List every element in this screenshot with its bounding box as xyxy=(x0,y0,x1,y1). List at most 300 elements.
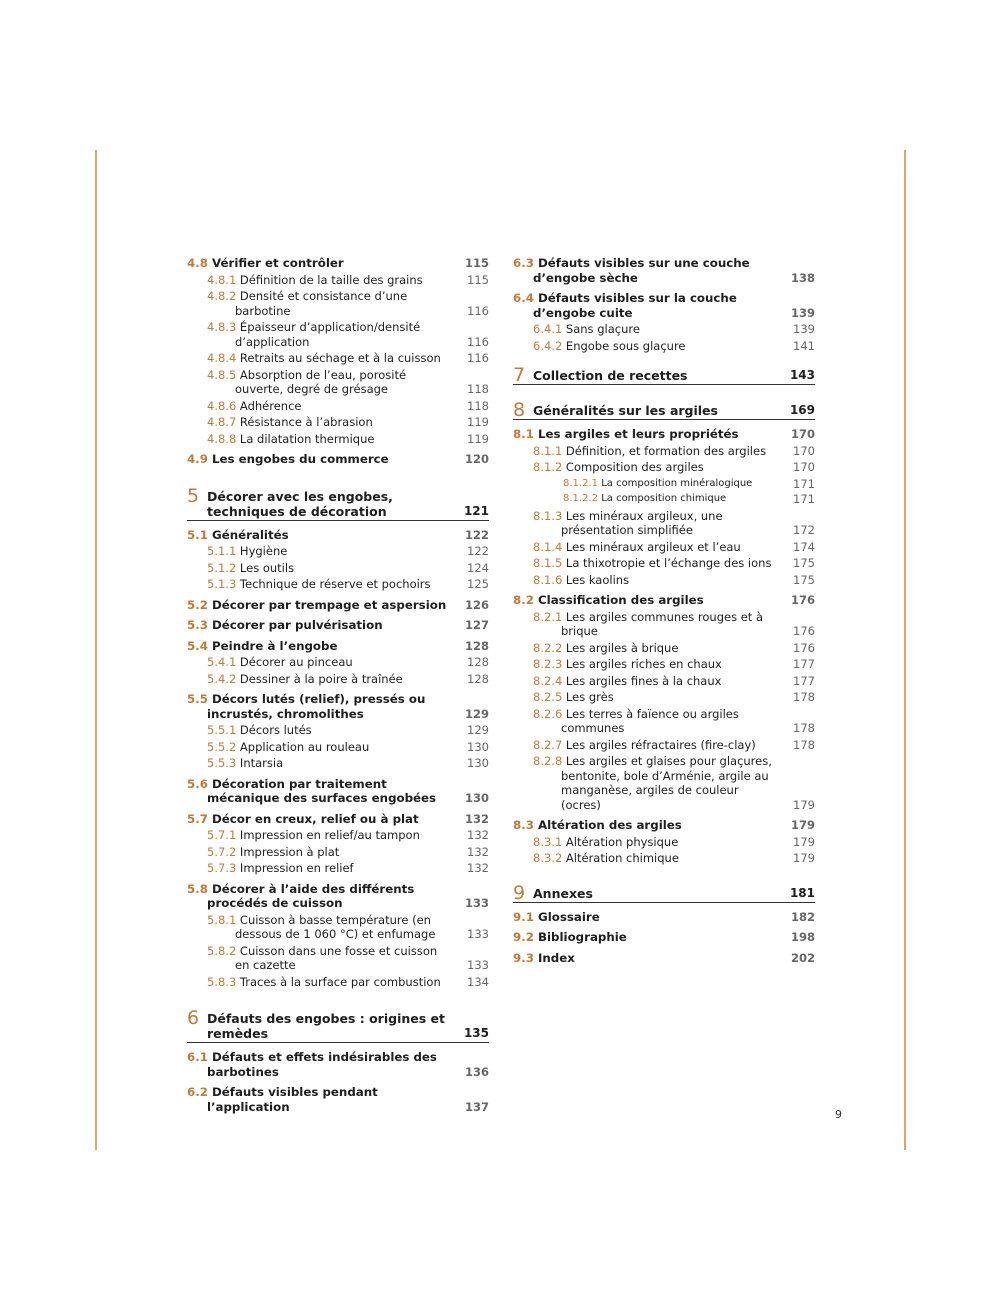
entry-page: 170 xyxy=(790,427,815,441)
entry-title: Les minéraux argileux et l’eau xyxy=(565,539,741,554)
entry-number: 4.8.4 xyxy=(207,351,237,365)
toc-entry xyxy=(513,851,815,866)
entry-number: 8.1.3 xyxy=(533,508,563,523)
entry-title: Décors lutés (relief), pressés ou incrustés, chromolithes xyxy=(207,692,426,721)
chapter-number: 9 xyxy=(513,881,526,904)
toc-entry xyxy=(513,707,815,736)
entry-title: Épaisseur d’application/densité d’application xyxy=(235,320,421,349)
entry-text xyxy=(533,460,815,475)
entry-number: 5.1 xyxy=(187,527,208,542)
entry-title: La dilatation thermique xyxy=(239,431,375,446)
toc-entry xyxy=(513,444,815,459)
entry-page: 133 xyxy=(467,927,489,941)
toc-column-left xyxy=(187,256,489,1114)
toc-entry xyxy=(187,975,489,990)
chapter-page: 121 xyxy=(463,503,489,518)
entry-page: 176 xyxy=(790,593,815,607)
entry-text xyxy=(533,556,815,571)
toc-entry xyxy=(187,415,489,430)
entry-page: 179 xyxy=(793,834,815,849)
toc-entry xyxy=(513,930,815,945)
entry-text xyxy=(187,256,489,271)
toc-entry xyxy=(513,477,815,492)
toc-entry xyxy=(187,1050,489,1079)
entry-page: 202 xyxy=(790,950,815,965)
entry-title: Les argiles riches en chaux xyxy=(565,657,722,671)
entry-number: 4.8.3 xyxy=(207,320,237,334)
entry-number: 8.2.2 xyxy=(533,640,563,655)
toc-entry xyxy=(187,756,489,771)
entry-title: Défauts visibles sur la couche d’engobe cuite xyxy=(533,291,737,320)
toc-entry xyxy=(187,399,489,414)
entry-text xyxy=(207,845,489,860)
entry-number: 8.2.6 xyxy=(533,706,563,721)
entry-page: 128 xyxy=(467,671,489,686)
entry-page: 134 xyxy=(467,974,489,989)
entry-number: 5.6 xyxy=(187,776,208,791)
entry-page: 179 xyxy=(793,797,815,812)
entry-number: 6.4.2 xyxy=(533,338,563,353)
entry-title: Défauts visibles pendant l’application xyxy=(207,1085,378,1114)
entry-page: 176 xyxy=(793,640,815,655)
entry-page: 127 xyxy=(464,618,489,632)
chapter-number: 8 xyxy=(513,399,526,421)
entry-page: 172 xyxy=(793,523,815,537)
entry-number: 8.3.1 xyxy=(533,834,563,849)
entry-title: Décoration par traitement mécanique des surfaces engobées xyxy=(207,776,437,805)
entry-page: 198 xyxy=(790,930,815,944)
entry-page: 170 xyxy=(793,443,815,458)
entry-page: 122 xyxy=(467,544,489,558)
toc-entry xyxy=(187,723,489,738)
entry-page: 178 xyxy=(793,737,815,752)
entry-number: 5.2 xyxy=(187,597,208,612)
entry-title: Les outils xyxy=(239,560,295,575)
entry-text xyxy=(533,754,815,812)
toc-entry xyxy=(513,256,815,285)
toc-entry xyxy=(513,818,815,833)
entry-title: Altération chimique xyxy=(565,851,679,865)
entry-title: Intarsia xyxy=(239,756,284,770)
chapter-title: Collection de recettes xyxy=(533,368,688,383)
entry-page: 118 xyxy=(467,382,489,396)
entry-title: Les engobes du commerce xyxy=(212,452,389,466)
toc-entry xyxy=(187,598,489,613)
entry-text xyxy=(187,692,489,721)
entry-number: 8.2.5 xyxy=(533,690,563,704)
entry-title: Les minéraux argileux, une présentation simplifiée xyxy=(561,508,723,537)
toc-entry xyxy=(513,427,815,442)
toc-entry xyxy=(187,618,489,633)
entry-number: 5.1.1 xyxy=(207,544,237,558)
chapter-heading xyxy=(187,484,489,521)
entry-number: 5.7.1 xyxy=(207,828,237,842)
entry-page: 133 xyxy=(464,896,489,910)
toc-entry xyxy=(187,828,489,843)
entry-page: 132 xyxy=(467,828,489,842)
toc-entry xyxy=(513,641,815,656)
entry-page: 116 xyxy=(467,334,489,349)
entry-title: Décors lutés xyxy=(239,723,312,737)
entry-text xyxy=(533,573,815,588)
entry-title: Les argiles et leurs propriétés xyxy=(538,427,739,441)
entry-number: 8.2.3 xyxy=(533,657,563,671)
toc-entry xyxy=(187,351,489,366)
entry-page: 138 xyxy=(790,270,815,285)
toc-entry xyxy=(187,320,489,349)
entry-page: 132 xyxy=(464,811,489,826)
entry-page: 119 xyxy=(467,431,489,446)
toc-entry xyxy=(187,692,489,721)
entry-page: 139 xyxy=(790,305,815,320)
entry-number: 5.4.2 xyxy=(207,671,237,686)
toc-entry xyxy=(187,561,489,576)
toc-entry xyxy=(187,273,489,288)
toc-entry xyxy=(187,777,489,806)
entry-page: 171 xyxy=(793,476,815,491)
toc-entry xyxy=(187,944,489,973)
chapter-heading xyxy=(187,1007,489,1043)
entry-page: 125 xyxy=(467,577,489,591)
entry-number: 4.8 xyxy=(187,256,208,270)
entry-number: 4.8.5 xyxy=(207,367,237,382)
toc-entry xyxy=(513,657,815,672)
toc-entry xyxy=(513,509,815,538)
entry-text xyxy=(533,657,815,672)
entry-number: 5.8.3 xyxy=(207,974,237,989)
entry-title: Altération des argiles xyxy=(538,818,682,832)
chapter-number: 7 xyxy=(513,364,526,386)
entry-page: 175 xyxy=(793,572,815,587)
entry-title: Les argiles réfractaires (fire-clay) xyxy=(565,737,756,752)
entry-number: 9.1 xyxy=(513,909,534,924)
entry-page: 175 xyxy=(793,556,815,570)
entry-number: 5.8.2 xyxy=(207,943,237,958)
entry-title: Altération physique xyxy=(565,834,679,849)
entry-title: Bibliographie xyxy=(538,930,627,944)
toc-entry xyxy=(187,256,489,271)
toc-entry xyxy=(187,432,489,447)
entry-text xyxy=(187,1085,489,1114)
entry-page: 115 xyxy=(464,256,489,270)
entry-page: 139 xyxy=(793,322,815,336)
entry-number: 5.5.3 xyxy=(207,756,237,770)
entry-text xyxy=(513,427,815,442)
entry-text xyxy=(207,672,489,687)
entry-text xyxy=(513,930,815,945)
entry-number: 8.1.5 xyxy=(533,556,563,570)
entry-title: Les argiles à brique xyxy=(565,640,679,655)
chapter-title: Généralités sur les argiles xyxy=(533,403,718,418)
toc-entry xyxy=(187,882,489,911)
entry-text xyxy=(533,738,815,753)
toc-entry xyxy=(513,910,815,925)
entry-page: 129 xyxy=(464,706,489,721)
entry-text xyxy=(187,639,489,654)
entry-text xyxy=(533,509,815,538)
entry-text xyxy=(207,723,489,738)
toc-entry xyxy=(187,289,489,318)
entry-number: 5.1.2 xyxy=(207,560,237,575)
entry-text xyxy=(207,740,489,755)
entry-number: 5.3 xyxy=(187,618,208,632)
entry-page: 179 xyxy=(793,851,815,865)
entry-number: 8.1.1 xyxy=(533,443,563,458)
entry-number: 8.1.2.2 xyxy=(563,493,598,504)
entry-title: Définition de la taille des grains xyxy=(239,272,423,287)
toc-entry xyxy=(187,544,489,559)
entry-text xyxy=(187,812,489,827)
entry-text xyxy=(207,756,489,771)
entry-page: 174 xyxy=(793,539,815,554)
toc-entry xyxy=(513,573,815,588)
toc-entry xyxy=(187,913,489,942)
entry-title: Application au rouleau xyxy=(239,739,370,754)
entry-text xyxy=(533,444,815,459)
entry-text xyxy=(207,828,489,843)
entry-number: 8.1.2.1 xyxy=(563,477,598,489)
toc-entry xyxy=(187,812,489,827)
entry-text xyxy=(187,1050,489,1079)
entry-text xyxy=(533,339,815,354)
toc-entry xyxy=(187,845,489,860)
entry-number: 5.1.3 xyxy=(207,577,237,591)
entry-title: Les argiles fines à la chaux xyxy=(565,673,722,688)
entry-text xyxy=(207,975,489,990)
entry-number: 8.1.4 xyxy=(533,539,563,554)
toc-entry xyxy=(187,1085,489,1114)
toc-entry xyxy=(187,528,489,543)
entry-text xyxy=(533,674,815,689)
entry-page: 130 xyxy=(467,756,489,770)
entry-text xyxy=(533,851,815,866)
entry-title: Les grès xyxy=(565,690,614,704)
entry-title: Index xyxy=(538,950,575,965)
entry-page: 176 xyxy=(793,624,815,638)
entry-page: 128 xyxy=(467,655,489,669)
entry-title: Composition des argiles xyxy=(565,460,704,474)
entry-title: Les kaolins xyxy=(565,572,630,587)
entry-number: 8.1.2 xyxy=(533,460,563,474)
entry-title: Défauts visibles sur une couche d’engobe sèche xyxy=(533,256,750,285)
entry-text xyxy=(533,641,815,656)
entry-text xyxy=(513,818,815,833)
entry-number: 4.9 xyxy=(187,452,208,466)
entry-number: 5.8.1 xyxy=(207,912,237,927)
entry-page: 170 xyxy=(793,460,815,474)
entry-number: 4.8.1 xyxy=(207,272,237,287)
entry-page: 122 xyxy=(464,527,489,542)
toc-entry xyxy=(513,610,815,639)
entry-text xyxy=(513,291,815,320)
entry-title: Impression en relief/au tampon xyxy=(239,828,420,842)
entry-title: Retraits au séchage et à la cuisson xyxy=(239,351,441,365)
chapter-title: Annexes xyxy=(533,885,593,901)
entry-page: 133 xyxy=(467,958,489,972)
entry-text xyxy=(207,368,489,397)
entry-number: 6.4.1 xyxy=(533,322,563,336)
entry-title: Impression à plat xyxy=(239,844,340,859)
toc-entry xyxy=(187,577,489,592)
entry-number: 6.3 xyxy=(513,256,534,270)
entry-title: Hygiène xyxy=(239,544,288,558)
entry-text xyxy=(513,256,815,285)
toc-column-right xyxy=(513,256,815,965)
entry-text xyxy=(207,320,489,349)
right-margin-rule xyxy=(904,150,906,1150)
entry-text xyxy=(533,322,815,337)
chapter-heading xyxy=(513,399,815,421)
entry-number: 5.4 xyxy=(187,638,208,653)
entry-page: 119 xyxy=(467,415,489,429)
entry-number: 8.2.8 xyxy=(533,754,563,768)
toc-entry xyxy=(513,460,815,475)
entry-text xyxy=(207,944,489,973)
entry-number: 6.2 xyxy=(187,1085,208,1099)
entry-page: 178 xyxy=(793,690,815,704)
entry-number: 8.2.7 xyxy=(533,737,563,752)
chapter-page: 143 xyxy=(789,368,815,382)
toc-entry xyxy=(513,738,815,753)
toc-entry xyxy=(513,556,815,571)
entry-page: 179 xyxy=(790,818,815,832)
entry-page: 124 xyxy=(467,560,489,575)
entry-number: 5.7 xyxy=(187,811,208,826)
entry-text xyxy=(187,528,489,543)
entry-page: 129 xyxy=(467,723,489,737)
entry-number: 5.4.1 xyxy=(207,655,237,669)
entry-title: Les argiles et glaises pour glaçures, bentonite, bole d’Arménie, argile au manganèse, argiles de couleur (ocres) xyxy=(561,754,772,812)
toc-entry xyxy=(513,835,815,850)
entry-title: Absorption de l’eau, porosité ouverte, degré de grésage xyxy=(235,367,407,396)
entry-text xyxy=(563,477,815,492)
toc-entry xyxy=(187,368,489,397)
entry-page: 171 xyxy=(793,492,815,506)
entry-page: 182 xyxy=(790,909,815,924)
entry-text xyxy=(187,598,489,613)
entry-title: Généralités xyxy=(212,527,289,542)
entry-text xyxy=(533,835,815,850)
entry-page: 132 xyxy=(467,844,489,859)
toc-entry xyxy=(513,593,815,608)
chapter-title: Décorer avec les engobes, techniques de décoration xyxy=(207,488,393,519)
toc-entry xyxy=(187,655,489,670)
entry-page: 116 xyxy=(467,351,489,365)
entry-number: 8.3.2 xyxy=(533,851,563,865)
entry-number: 4.8.7 xyxy=(207,415,237,429)
entry-text xyxy=(207,561,489,576)
entry-page: 136 xyxy=(464,1064,489,1079)
entry-page: 177 xyxy=(793,673,815,688)
toc-entry xyxy=(513,754,815,812)
entry-text xyxy=(207,289,489,318)
chapter-page: 181 xyxy=(789,885,815,900)
chapter-number: 5 xyxy=(187,484,200,507)
entry-title: Décorer par trempage et aspersion xyxy=(212,597,447,612)
entry-text xyxy=(533,540,815,555)
entry-number: 4.8.2 xyxy=(207,289,237,303)
entry-number: 5.8 xyxy=(187,881,208,896)
entry-page: 116 xyxy=(467,303,489,318)
entry-text xyxy=(533,610,815,639)
toc-entry xyxy=(513,322,815,337)
entry-text xyxy=(513,593,815,608)
toc-entry xyxy=(513,690,815,705)
entry-number: 8.1 xyxy=(513,427,534,441)
entry-number: 8.2.4 xyxy=(533,673,563,688)
entry-text xyxy=(533,690,815,705)
toc-entry xyxy=(513,674,815,689)
entry-text xyxy=(187,452,489,467)
chapter-heading xyxy=(513,364,815,386)
entry-text xyxy=(513,910,815,925)
entry-number: 5.5.1 xyxy=(207,723,237,737)
entry-page: 177 xyxy=(793,657,815,671)
entry-number: 5.5 xyxy=(187,692,208,706)
entry-number: 8.2.1 xyxy=(533,609,563,624)
entry-title: Classification des argiles xyxy=(538,593,704,607)
entry-title: Vérifier et contrôler xyxy=(212,256,344,270)
entry-text xyxy=(187,618,489,633)
entry-title: Peindre à l’engobe xyxy=(212,638,338,653)
entry-number: 4.8.6 xyxy=(207,398,237,413)
entry-page: 130 xyxy=(464,791,489,805)
entry-title: Engobe sous glaçure xyxy=(565,338,686,353)
entry-text xyxy=(207,655,489,670)
entry-title: La composition chimique xyxy=(601,493,727,504)
entry-number: 6.4 xyxy=(513,291,534,305)
toc-entry xyxy=(513,339,815,354)
toc-entry xyxy=(187,861,489,876)
entry-number: 9.2 xyxy=(513,930,534,944)
toc-entry xyxy=(513,951,815,966)
entry-title: Impression en relief xyxy=(239,861,354,875)
left-margin-rule xyxy=(95,150,97,1150)
entry-number: 5.7.2 xyxy=(207,844,237,859)
entry-page: 118 xyxy=(467,398,489,413)
entry-number: 6.1 xyxy=(187,1050,208,1064)
entry-page: 178 xyxy=(793,721,815,735)
entry-title: Résistance à l’abrasion xyxy=(239,415,373,429)
entry-text xyxy=(513,951,815,966)
toc-entry xyxy=(187,639,489,654)
entry-page: 115 xyxy=(467,272,489,287)
entry-text xyxy=(207,861,489,876)
entry-title: Sans glaçure xyxy=(565,322,640,336)
entry-title: Cuisson dans une fosse et cuisson en cazette xyxy=(235,943,438,972)
entry-number: 9.3 xyxy=(513,950,534,965)
entry-text xyxy=(207,273,489,288)
entry-text xyxy=(207,432,489,447)
chapter-number: 6 xyxy=(187,1007,200,1029)
entry-text xyxy=(533,707,815,736)
entry-page: 141 xyxy=(793,338,815,353)
toc-entry xyxy=(513,540,815,555)
toc-entry xyxy=(187,740,489,755)
chapter-heading xyxy=(513,881,815,904)
entry-title: Traces à la surface par combustion xyxy=(239,974,441,989)
entry-number: 5.5.2 xyxy=(207,739,237,754)
entry-title: Décor en creux, relief ou à plat xyxy=(212,811,419,826)
entry-title: Décorer par pulvérisation xyxy=(212,618,383,632)
entry-page: 130 xyxy=(467,739,489,754)
entry-number: 4.8.8 xyxy=(207,431,237,446)
toc-entry xyxy=(187,452,489,467)
entry-text xyxy=(207,913,489,942)
chapter-title: Défauts des engobes : origines et remèdes xyxy=(207,1011,445,1041)
toc-entry xyxy=(187,672,489,687)
entry-title: Définition, et formation des argiles xyxy=(565,443,767,458)
